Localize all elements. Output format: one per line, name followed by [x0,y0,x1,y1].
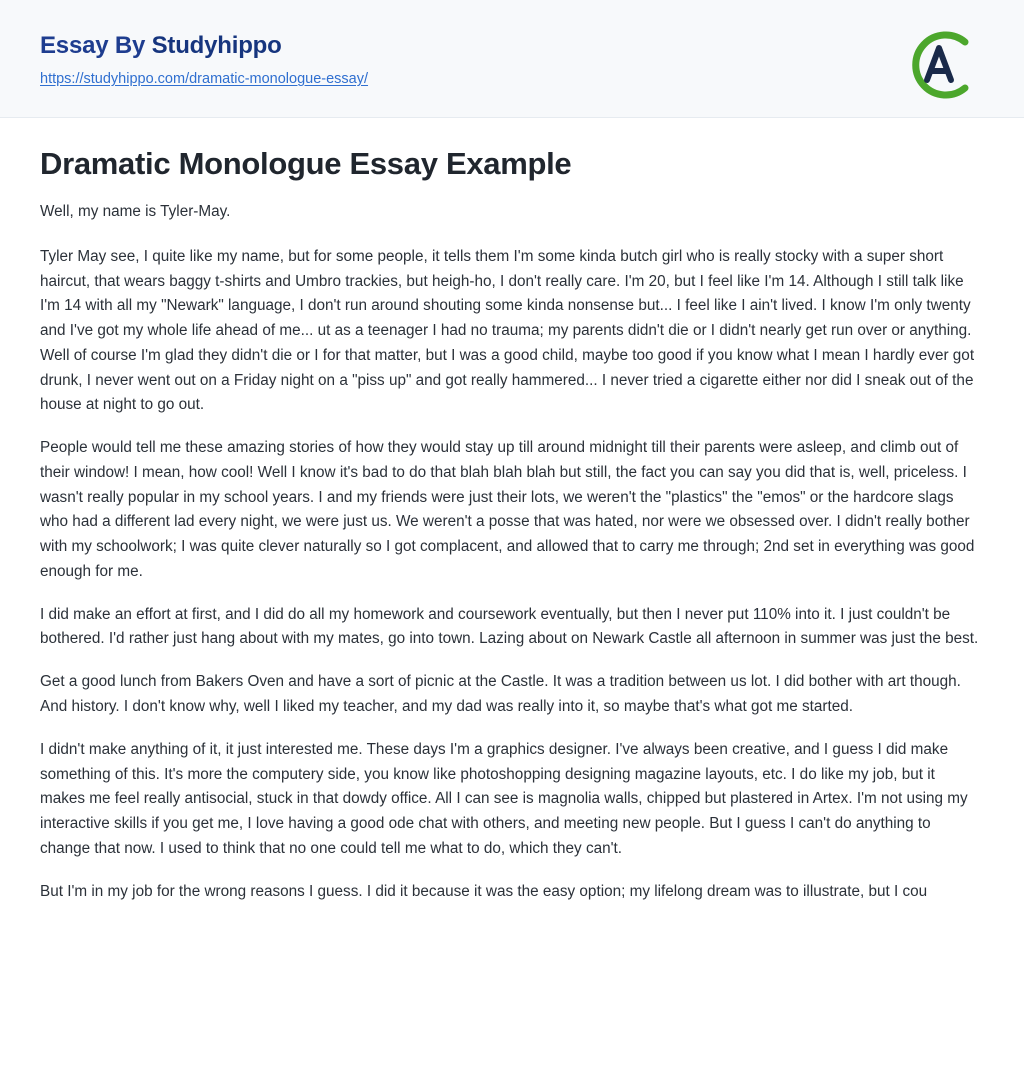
paragraph: But I'm in my job for the wrong reasons I guess. I did it because it was the easy option; my lifelong dream was to illustrate, but I cou [40,882,928,900]
brand-prefix: Essay By [40,32,152,59]
source-url-link[interactable]: https://studyhippo.com/dramatic-monologue-essay/ [40,71,369,87]
brand-block [40,34,368,87]
paragraph: Get a good lunch from Bakers Oven and have a sort of picnic at the Castle. It was a tradition between us lot. I did bother with art though. And history. I don't know why, well I liked my teacher, and my dad was really into it, so maybe that's what got me started. [40,673,961,716]
article-container [0,118,1024,904]
paragraph: Tyler May see, I quite like my name, but for some people, it tells them I'm some kinda butch girl who is really stocky with a super short haircut, that wears baggy t-shirts and Umbro trackies, but heigh-ho, I don't really care. I'm 20, but I feel like I'm 14. Although I still talk like I'm 14 with all my "Newark" language, I don't run around shouting some kinda nonsense but... I feel like I ain't lived. I know I'm only twenty and I've got my whole life ahead of me... ut as a teenager I had no trauma; my parents didn't die or I didn't nearly get run over or anything. Well of course I'm glad they didn't die or I for that matter, but I was a good child, maybe too good if you know what I mean I hardly ever got drunk, I never went out on a Friday night on a "piss up" and got really hammered... I never tried a cigarette either nor did I sneak out of the house at night to go out. [40,247,975,414]
brand-title [40,34,368,58]
site-header [0,0,1024,118]
paragraph: People would tell me these amazing stories of how they would stay up till around midnight till their parents were asleep, and climb out of their window! I mean, how cool! Well I know it's bad to do that blah blah blah but still, the fact you can say you did that is, well, priceless. I wasn't really popular in my school years. I and my friends were just their lots, we weren't the "plastics" the "emos" or the hardcore slags who had a different lad every night, we were just us. We weren't a posse that was hated, nor were we obsessed over. I didn't really bother with my schoolwork; I was quite clever naturally so I got complacent, and allowed that to carry me through; 2nd set in everything was good enough for me. [40,439,975,580]
paragraph: I didn't make anything of it, it just interested me. These days I'm a graphics designer. I've always been creative, and I guess I did make something of this. It's more the computery side, you know like photoshopping designing magazine layouts, etc. I do like my job, but it makes me feel really antisocial, stuck in that dowdy office. All I can see is magnolia walls, chipped but plastered in Artex. I'm not using my interactive skills if you get me, I love having a good ode chat with others, and meeting new people. But I guess I can't do anything to change that now. I used to think that no one could tell me what to do, which they can't. [40,740,968,857]
studyhippo-a-logo-icon [902,28,976,102]
brand-name: Studyhippo [151,32,282,59]
paragraph: I did make an effort at first, and I did do all my homework and coursework eventually, but then I never put 110% into it. I just couldn't be bothered. I'd rather just hang about with my mates, go into town. Lazing about on Newark Castle all afternoon in summer was just the best. [40,605,979,648]
page-title: Dramatic Monologue Essay Example [40,146,572,181]
essay-body [40,200,984,904]
paragraph: Well, my name is Tyler-May. [40,203,231,220]
